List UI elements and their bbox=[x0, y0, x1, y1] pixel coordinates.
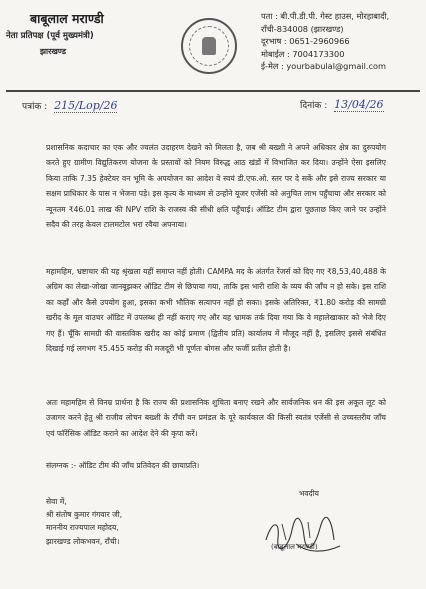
address-line: पता : बी.पी.डी.पी. गेस्ट हाउस, मोरहाबादी, bbox=[261, 11, 390, 21]
body-paragraph-3 bbox=[46, 395, 386, 441]
body-paragraph-1 bbox=[46, 140, 386, 232]
letterhead-designation: नेता प्रतिपक्ष (पूर्व मुख्यमंत्री) bbox=[6, 31, 94, 41]
recipient-line: सेवा में, bbox=[46, 497, 67, 506]
recipient-line: श्री संतोष कुमार गंगवार जी, bbox=[46, 510, 123, 520]
paragraph-text: महामहिम, भ्रष्टाचार की यह श्रृंखला यहीं समाप्त नहीं होती। CAMPA मद के अंतर्गत रेंजर्स को दिए गए ₹8,53,40,488 के अग्रिम का लेखा-जोखा जानबूझकर ऑडिट टीम से छिपाया गया, ताकि इस भारी राशि के व्यय की जाँच न हो सके। इस राशि का कहाँ और कैसे उपयोग हुआ, इसका कभी भौतिक सत्यापन नहीं हो सका। इसके अतिरिक्त, ₹1.80 करोड़ की सामग्री खरीद के मूल वाउचर ऑडिट में उपलब्ध ही नहीं कराए गए और यह भ्रामक तर्क दिया गया कि वे महालेखाकार को भेजे दिए गए हैं। चूँकि सामग्री की वास्तविक खरीद का कोई प्रमाण (द्वितीय प्रति) कार्यालय में मौजूद नहीं है, इसलिए इससे संबंधित दिखाई गई लगभग ₹5.455 करोड़ की मजदूरी भी पूर्णतः बोगस और फर्जी प्रतीत होती है। bbox=[46, 267, 387, 354]
body-paragraph-2 bbox=[46, 264, 386, 356]
recipient-line: माननीय राज्यपाल महोदय, bbox=[46, 523, 119, 533]
paragraph-text: प्रशासनिक कदाचार का एक और ज्वलंत उदाहरण देखने को मिलता है, जब श्री बख्शी ने अपने अधिकार क्षेत्र का दुरुपयोग करते हुए ग्रामीण विद्युतिकरण योजना के प्रस्तावों को नियम विरुद्ध आठ खंडों में विभाजित कर दिया। उन्होंने ऐसा इसलिए किया ताकि 7.35 हेक्टेयर वन भूमि के अपयोजन का आदेश वे स्वयं डी.एफ.ओ. स्तर पर दे सकें और इसे राज्य सरकार या सक्षम प्राधिकार के पास न भेजना पड़े। इस कृत्य के माध्यम से उन्होंने यूजर एजेंसी को अनुचित लाभ पहुँचाया और सरकार को न्यूनतम ₹46.01 लाख की NPV राशि के राजस्व की सीधी क्षति पहुँचाई। ऑडिट टीम द्वारा पूछताछ किए जाने पर उन्होंने सदैव की तरह केवल टालमटोल भरा रवैया अपनाया। bbox=[46, 143, 386, 230]
state-emblem-icon bbox=[181, 18, 237, 74]
recipient-block bbox=[46, 495, 122, 548]
signatory-name: (बाबूलाल मराण्डी) bbox=[271, 543, 318, 551]
email-line: ई-मेल : yourbabulal@gmail.com bbox=[261, 61, 386, 72]
handwritten-signature bbox=[262, 510, 344, 560]
letterhead-state: झारखण्ड bbox=[40, 47, 67, 56]
header-divider bbox=[6, 90, 420, 92]
mobile-line: मोबाईल : 7004173300 bbox=[261, 48, 345, 59]
date-label: दिनांक : bbox=[300, 101, 328, 111]
reference-number bbox=[22, 99, 117, 112]
closing-salutation: भवदीय bbox=[299, 489, 319, 498]
address-line: राँची-834008 (झारखण्ड) bbox=[261, 23, 344, 34]
enclosure-note: संलग्नक :- ऑडिट टीम की जाँच प्रतिवेदन की छायाप्रति। bbox=[46, 461, 200, 470]
recipient-line: झारखण्ड लोकभवन, राँची। bbox=[46, 536, 120, 546]
date-value: 13/04/26 bbox=[334, 98, 384, 111]
letterhead-name: बाबूलाल मराण्डी bbox=[30, 11, 104, 26]
reference-label: पत्रांक : bbox=[22, 102, 48, 112]
letterhead-address bbox=[261, 10, 389, 73]
phone-line: दूरभाष : 0651-2960966 bbox=[261, 36, 350, 47]
reference-value: 215/Lop/26 bbox=[54, 99, 118, 112]
letter-date bbox=[300, 98, 384, 111]
paragraph-text: अतः महामहिम से विनम्र प्रार्थना है कि राज्य की प्रशासनिक शुचिता बनाए रखने और सार्वजनिक धन की इस अकूत लूट को उजागर करने हेतु श्री राजीव लोचन बख्शी के राँची वन प्रमंडल के पूरे कार्यकाल की किसी स्वतंत्र एजेंसी से उच्चस्तरीय जाँच एवं फॉरेंसिक ऑडिट कराने का आदेश देने की कृपा करें। bbox=[46, 398, 386, 438]
